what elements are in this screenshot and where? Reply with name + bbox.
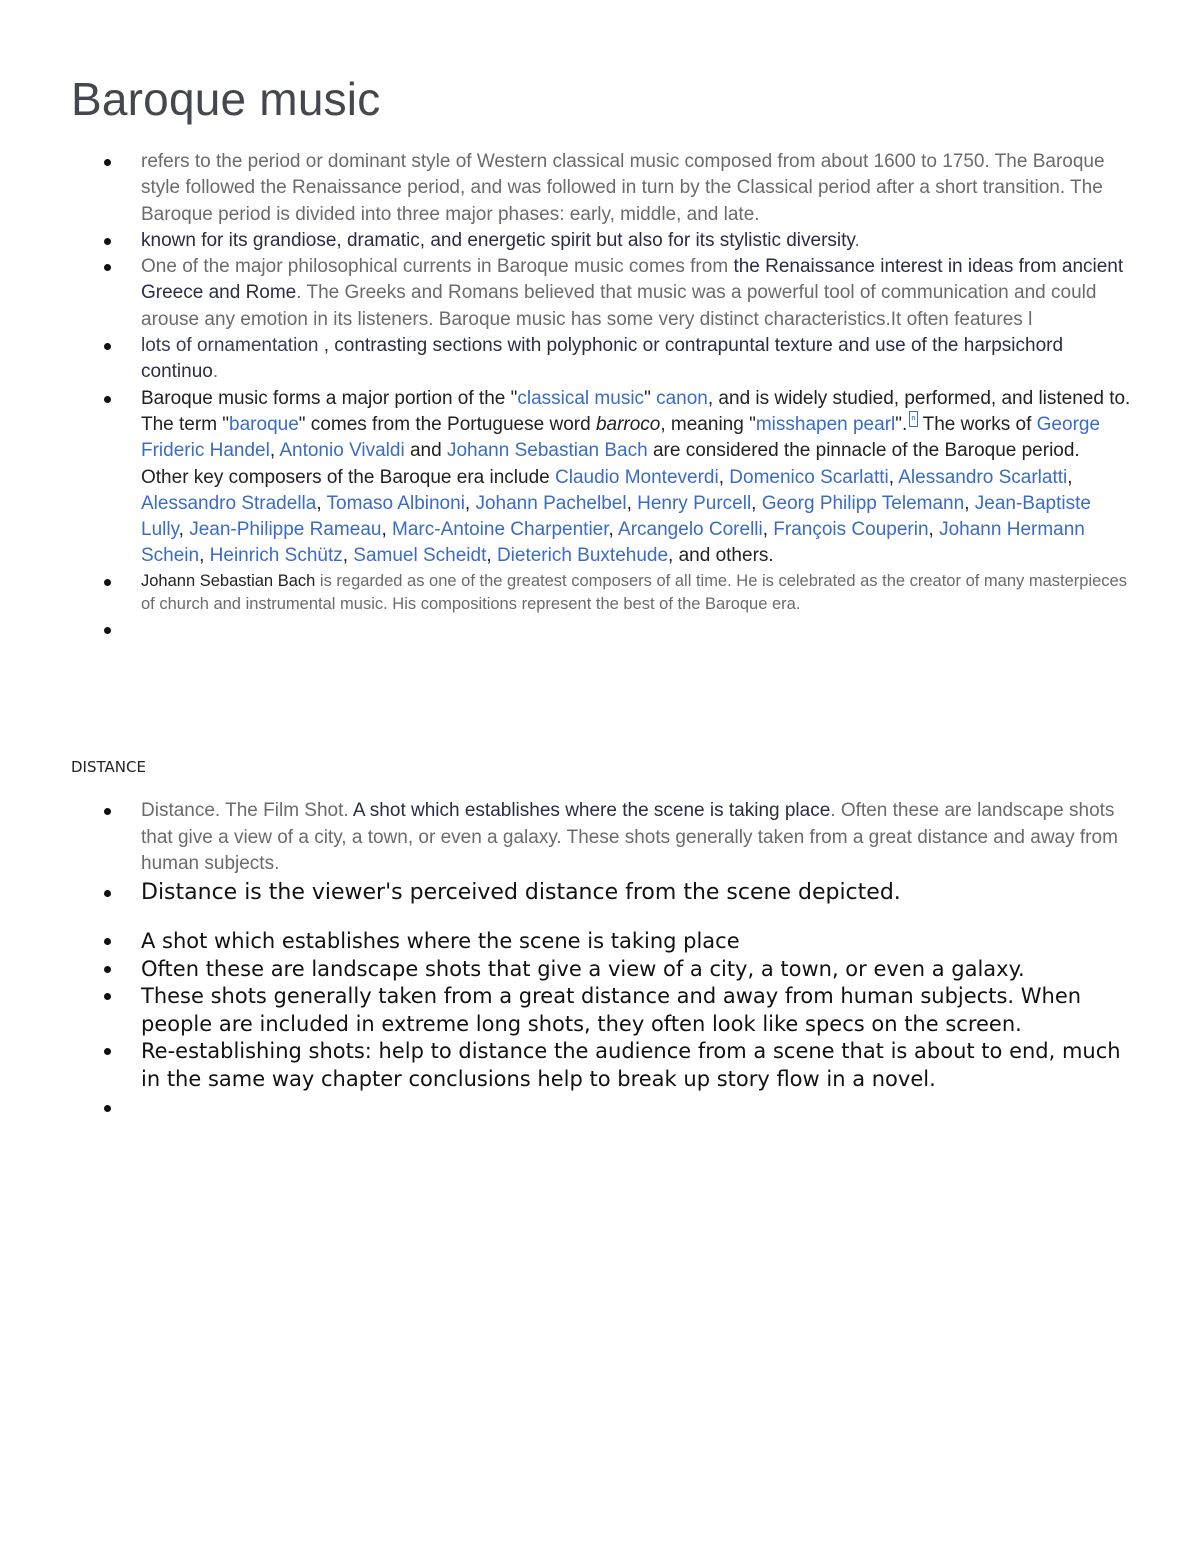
baroque-list [0, 149, 1131, 644]
link-composer[interactable]: Johann Hermann Schein [141, 519, 1085, 567]
list-item [0, 149, 1131, 228]
item-text: Baroque music forms a major portion of the " [141, 387, 518, 409]
bullet-icon [104, 579, 111, 586]
link-composer[interactable]: Alessandro Stradella [141, 492, 317, 514]
composer-name: Johann Sebastian Bach [141, 571, 316, 590]
list-item [0, 877, 1131, 908]
separator: , [342, 545, 354, 567]
link-composer[interactable]: Georg Philipp Telemann [761, 492, 965, 514]
item-text: , meaning " [660, 413, 756, 435]
list-item [0, 956, 1131, 984]
item-text-cont: . Often these are landscape shots that give a view of a city, a town, or even a galaxy. These shots generally taken from a great distance and away from human subjects. [141, 800, 1118, 874]
item-text: are considered the pinnacle of the Baroque period. Other key composers of the Baroque era include [141, 440, 1080, 488]
item-text: Distance. The Film Shot. [141, 800, 353, 821]
list-item [0, 570, 1131, 616]
separator: , [269, 440, 280, 462]
separator: , [199, 545, 210, 567]
bullet-icon [104, 808, 111, 815]
link-composer[interactable]: Samuel Scheidt [353, 545, 487, 567]
separator: , [751, 492, 762, 514]
separator: , [718, 466, 730, 488]
item-text: A shot which establishes where the scene is taking place [141, 929, 740, 953]
section-label-distance: DISTANCE [71, 758, 146, 776]
item-text: known for its grandiose, dramatic, and energetic spirit but also for its stylistic diversity [141, 229, 855, 251]
separator: and [404, 440, 447, 462]
list-item [0, 333, 1131, 386]
distance-definition-list [0, 877, 1131, 908]
link-misshapen-pearl[interactable]: misshapen pearl [755, 413, 896, 435]
highlight-text: the Renaissance interest in ideas from ancient Greece and Rome [141, 256, 1124, 304]
item-text: ". [895, 413, 908, 435]
bullet-icon [104, 238, 111, 245]
link-composer[interactable]: Marc-Antoine Charpentier [392, 519, 609, 541]
link-composer[interactable]: Jean-Philippe Rameau [189, 519, 382, 541]
separator: , [888, 466, 899, 488]
item-text: These shots generally taken from a great distance and away from human subjects. When people are included in extreme long shots, they often look like specs on the screen. [141, 984, 1082, 1036]
highlight-text: A shot which establishes where the scene is taking place [352, 800, 831, 821]
link-composer[interactable]: Jean-Baptiste Lully [141, 492, 1091, 541]
bullet-icon [104, 264, 111, 271]
list-item [0, 1038, 1131, 1093]
separator: , [316, 492, 327, 514]
external-link-icon[interactable]: ⁿ [911, 411, 916, 426]
distance-intro-list [0, 798, 1131, 878]
link-composer[interactable]: Arcangelo Corelli [618, 519, 763, 541]
list-item [0, 254, 1131, 333]
link-composer[interactable]: Alessandro Scarlatti [898, 466, 1068, 488]
link-composer[interactable]: Tomaso Albinoni [326, 492, 465, 514]
separator: , [964, 492, 975, 514]
item-text: Distance is the viewer's perceived distance from the scene depicted. [141, 880, 901, 905]
distance-points-list [0, 928, 1131, 1121]
separator: , [381, 519, 393, 541]
item-text: , and is widely studied, performed, and listened to. The term " [141, 387, 1131, 435]
link-classical-music[interactable]: classical music [517, 387, 645, 409]
separator: , [486, 545, 497, 567]
page-title: Baroque music [71, 73, 381, 125]
list-item [0, 928, 1131, 956]
bullet-icon [104, 993, 111, 1000]
link-composer[interactable]: Johann Sebastian Bach [446, 440, 648, 462]
link-composer[interactable]: Dieterich Buxtehude [496, 545, 669, 567]
item-text: , and others. [668, 545, 774, 567]
bullet-icon [104, 343, 111, 350]
bullet-icon [104, 938, 111, 945]
italic-word: barroco [595, 413, 661, 435]
bullet-icon [104, 396, 111, 403]
separator: , [178, 519, 190, 541]
link-canon[interactable]: canon [656, 387, 708, 409]
link-composer[interactable]: George Frideric Handel [141, 413, 1101, 462]
link-composer[interactable]: Henry Purcell [637, 492, 752, 514]
separator: , [1067, 466, 1073, 488]
item-text: The works of [917, 413, 1037, 435]
item-text: refers to the period or dominant style of Western classical music composed from about 1600 to 1750. The Baroque style followed the Renaissance period, and was followed in turn by the Classical period after a short transition. The Baroque period is divided into three major phases: early, middle, and late. [141, 151, 1105, 225]
list-item [0, 798, 1131, 878]
item-text: " [644, 387, 657, 409]
item-text: lots of ornamentation [141, 335, 319, 357]
separator: , [762, 519, 774, 541]
bullet-icon [104, 1105, 111, 1112]
link-composer[interactable]: François Couperin [773, 519, 929, 541]
item-text-cont: , contrasting sections with polyphonic or contrapuntal texture and use of the harpsichord continuo [141, 335, 1064, 383]
bullet-icon [104, 1048, 111, 1055]
item-text: Re-establishing shots: help to distance the audience from a scene that is about to end, much in the same way chapter conclusions help to break up story flow in a novel. [141, 1039, 1121, 1091]
list-item [0, 228, 1131, 254]
list-item [0, 386, 1131, 570]
item-text: One of the major philosophical currents in Baroque music comes from [141, 256, 734, 278]
bullet-icon [104, 966, 111, 973]
bullet-icon [104, 159, 111, 166]
list-item-empty [0, 1093, 1131, 1121]
separator: , [608, 519, 619, 541]
link-composer[interactable]: Johann Pachelbel [475, 492, 627, 514]
item-text-cont: . The Greeks and Romans believed that music was a powerful tool of communication and could arouse any emotion in its listeners. Baroque music has some very distinct characteristics.It often features l [141, 282, 1097, 330]
item-text: " comes from the Portuguese word [298, 413, 596, 435]
bullet-icon [104, 890, 111, 897]
link-baroque[interactable]: baroque [229, 413, 299, 435]
list-item [0, 983, 1131, 1038]
separator: , [626, 492, 638, 514]
separator: , [464, 492, 476, 514]
item-text-end: . [212, 361, 219, 383]
link-composer[interactable]: Antonio Vivaldi [279, 440, 405, 462]
item-text-end: . [854, 229, 860, 251]
link-composer[interactable]: Claudio Monteverdi [555, 466, 719, 488]
item-text: Often these are landscape shots that give a view of a city, a town, or even a galaxy. [141, 956, 1025, 981]
list-item-empty [0, 616, 1131, 644]
separator: , [928, 519, 940, 541]
link-composer[interactable]: Heinrich Schütz [209, 545, 343, 567]
link-composer[interactable]: Domenico Scarlatti [729, 466, 889, 488]
bullet-icon [104, 627, 111, 634]
item-text: is regarded as one of the greatest composers of all time. He is celebrated as the creator of many masterpieces of church and instrumental music. His compositions represent the best of the Baroque era. [141, 571, 1127, 613]
